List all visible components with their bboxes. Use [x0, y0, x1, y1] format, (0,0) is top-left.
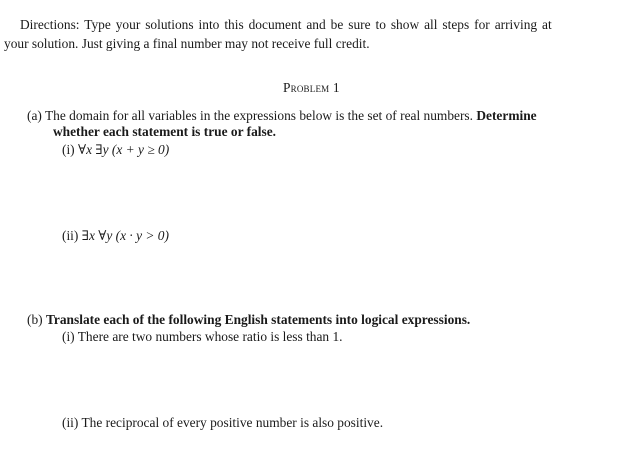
item-text: There are two numbers whose ratio is less than 1.	[77, 329, 343, 344]
directions-line-1: Directions: Type your solutions into this document and be sure to show all steps for arriving at	[20, 17, 552, 32]
part-a-text: The domain for all variables in the expressions below is the set of real numbers.	[44, 108, 473, 123]
part-a-item-2	[62, 228, 169, 244]
item-label: (i)	[62, 329, 75, 344]
item-label: (ii)	[62, 228, 79, 243]
item-expression: ∀x ∃y (x + y ≥ 0)	[78, 142, 170, 157]
directions-line-2: your solution. Just giving a final number may not receive full credit.	[4, 36, 370, 51]
part-a-line-1	[27, 108, 537, 124]
part-a-label: (a)	[27, 108, 42, 123]
part-a-bold-2: whether each statement is true or false.	[53, 124, 276, 139]
item-expression: ∃x ∀y (x · y > 0)	[81, 228, 169, 243]
problem-heading: Problem 1	[283, 80, 340, 95]
part-a-item-1	[62, 142, 169, 158]
item-label: (ii)	[62, 415, 79, 430]
item-text: The reciprocal of every positive number is also positive.	[81, 415, 384, 430]
part-b-item-2	[62, 415, 383, 431]
part-b-line-1	[27, 312, 470, 328]
part-b-item-1	[62, 329, 343, 345]
part-b-label: (b)	[27, 312, 43, 327]
part-a-bold-1: Determine	[476, 108, 537, 123]
part-b-bold: Translate each of the following English statements into logical expressions.	[45, 312, 471, 327]
item-label: (i)	[62, 142, 75, 157]
part-a-line-2	[53, 124, 276, 140]
